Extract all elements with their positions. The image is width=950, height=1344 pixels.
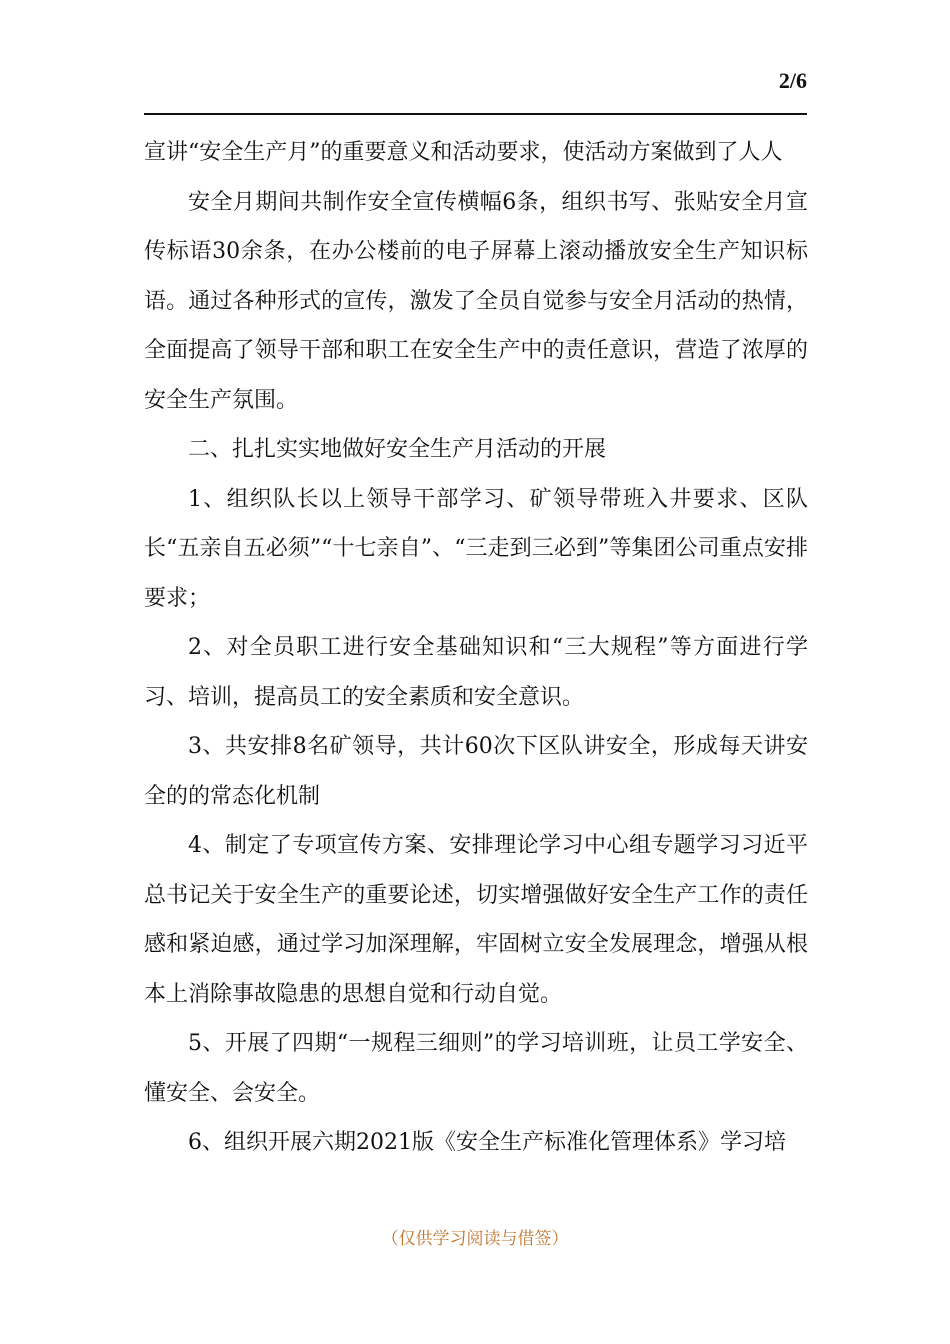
header-divider xyxy=(144,113,807,115)
list-item-2: 2、对全员职工进行安全基础知识和“三大规程”等方面进行学习、培训，提高员工的安全素质和安全意识。 xyxy=(144,635,808,710)
list-item-3: 3、共安排8名矿领导，共计60次下区队讲安全，形成每天讲安全的的常态化机制 xyxy=(144,734,808,809)
list-item-4: 4、制定了专项宣传方案、安排理论学习中心组专题学习习近平总书记关于安全生产的重要论述，切实增强做好安全生产工作的责任感和紧迫感，通过学习加深理解，牢固树立安全发展理念，增强从根本上消除事故隐患的思想自觉和行动自觉。 xyxy=(144,833,808,1007)
list-item-6: 6、组织开展六期2021版《安全生产标准化管理体系》学习培 xyxy=(188,1130,786,1155)
paragraph-continuation: 宣讲“安全生产月”的重要意义和活动要求，使活动方案做到了人人 xyxy=(144,140,783,165)
list-item-5: 5、开展了四期“一规程三细则”的学习培训班，让员工学安全、懂安全、会安全。 xyxy=(144,1031,808,1106)
list-item-1: 1、组织队长以上领导干部学习、矿领导带班入井要求、区队长“五亲自五必须”“十七亲自”、“三走到三必到”等集团公司重点安排要求； xyxy=(144,486,808,611)
paragraph-publicity: 安全月期间共制作安全宣传横幅6条，组织书写、张贴安全月宣传标语30余条，在办公楼前的电子屏幕上滚动播放安全生产知识标语。通过各种形式的宣传，激发了全员自觉参与安全月活动的热情，全面提高了领导干部和职工在安全生产中的责任意识，营造了浓厚的安全生产氛围。 xyxy=(144,189,808,413)
page-number: 2/6 xyxy=(778,68,807,93)
section-heading-2: 二、扎扎实实地做好安全生产月活动的开展 xyxy=(188,437,607,462)
document-body xyxy=(144,128,808,1168)
footer-disclaimer: （仅供学习阅读与借签） xyxy=(381,1229,569,1249)
